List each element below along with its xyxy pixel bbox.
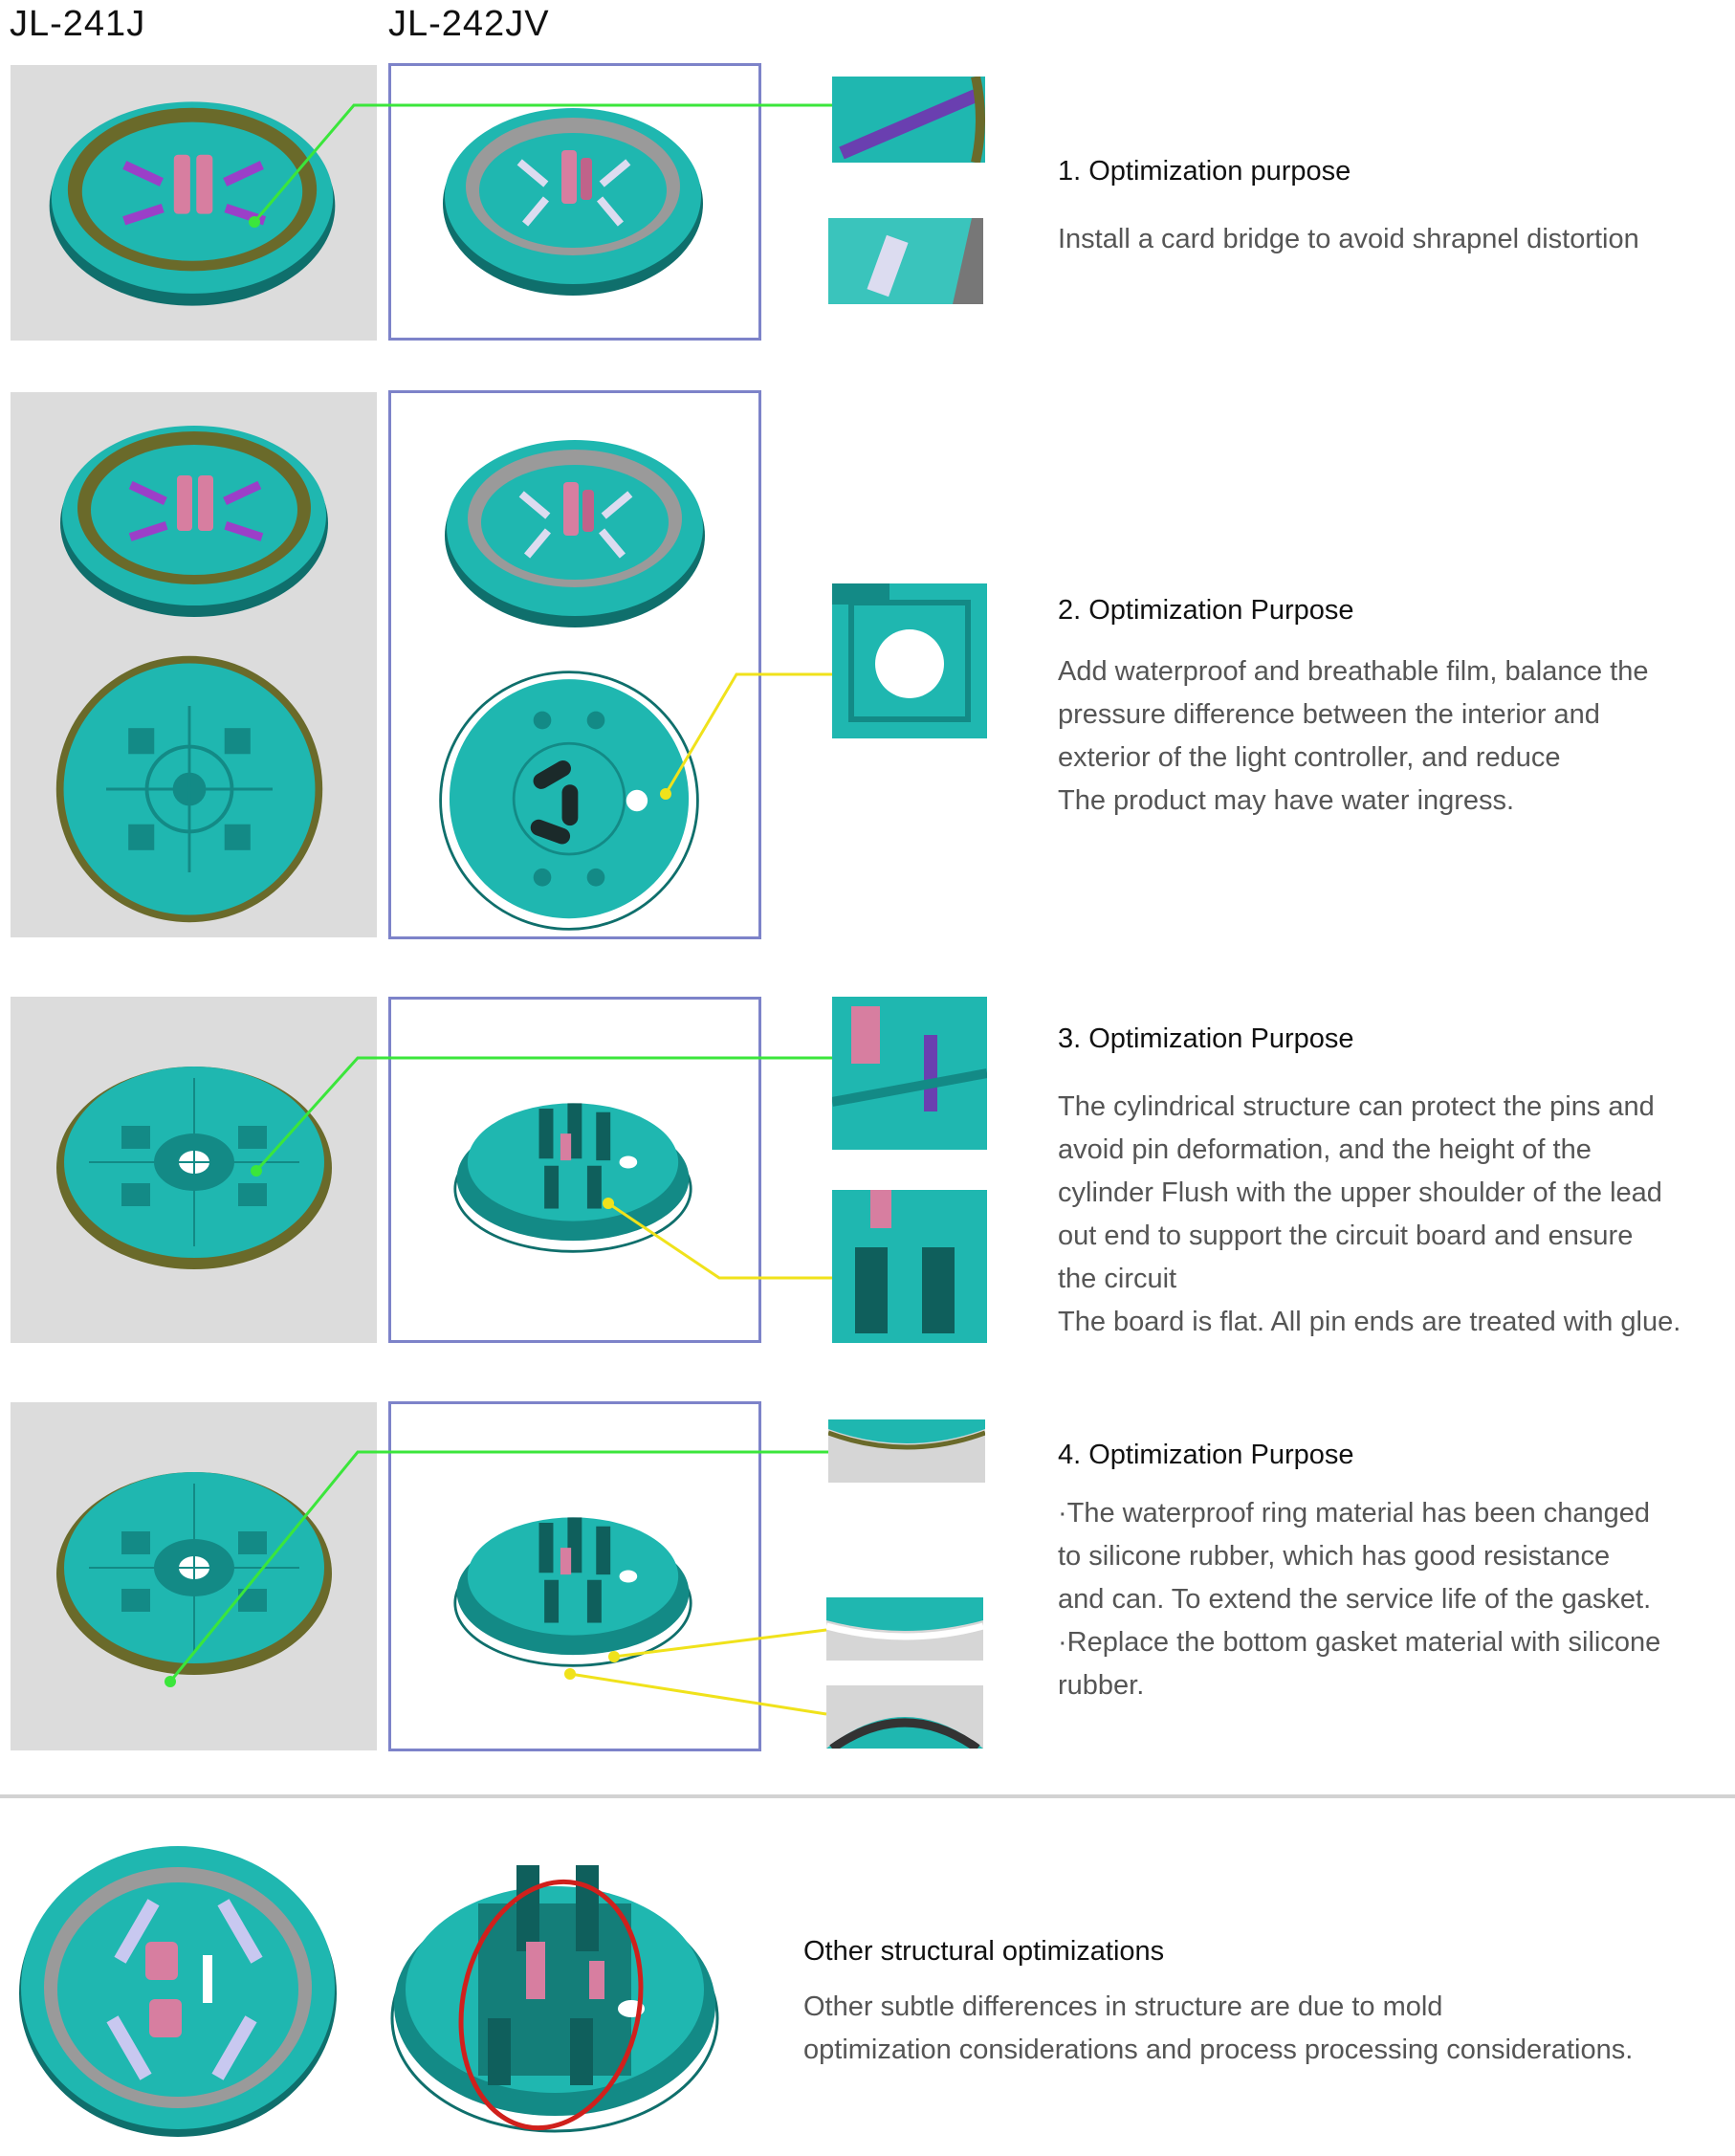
leader-line-3 — [0, 995, 1052, 1377]
leader-line-4 — [0, 1397, 1052, 1779]
other-title: Other structural optimizations — [803, 1936, 1165, 1967]
section-2-body: Add waterproof and breathable film, balance the pressure difference between the interior and exterior of the light controller, and reduce The product may have water ingress. — [1058, 656, 1649, 816]
leader-line-2 — [0, 383, 1052, 861]
section-1-body: Install a card bridge to avoid shrapnel distortion — [1058, 224, 1639, 254]
section-4-title: 4. Optimization Purpose — [1058, 1440, 1354, 1470]
section-divider — [0, 1794, 1735, 1798]
model-label-old: JL-241J — [10, 4, 146, 44]
model-label-new: JL-242JV — [388, 4, 550, 44]
other-base-image — [373, 1837, 736, 2143]
section-1-title: 1. Optimization purpose — [1058, 156, 1351, 187]
section-4-body: ·The waterproof ring material has been changed to silicone rubber, which has good resistance and can. To extend the service life of the gasket. ·Replace the bottom gasket material with silicone rubber. — [1058, 1498, 1661, 1701]
other-body: Other subtle differences in structure are due to mold optimization considerations and process processing considerations. — [803, 1991, 1634, 2065]
section-3-title: 3. Optimization Purpose — [1058, 1023, 1354, 1054]
leader-line-1 — [0, 0, 1052, 402]
other-disc-top-image — [15, 1837, 340, 2143]
section-2-title: 2. Optimization Purpose — [1058, 595, 1354, 626]
section-3-body: The cylindrical structure can protect the pins and avoid pin deformation, and the height of the cylinder Flush with the upper shoulder of the lead out end to support the circuit board and ensure the circuit The board is flat. All pin ends are treated with glue. — [1058, 1091, 1681, 1337]
